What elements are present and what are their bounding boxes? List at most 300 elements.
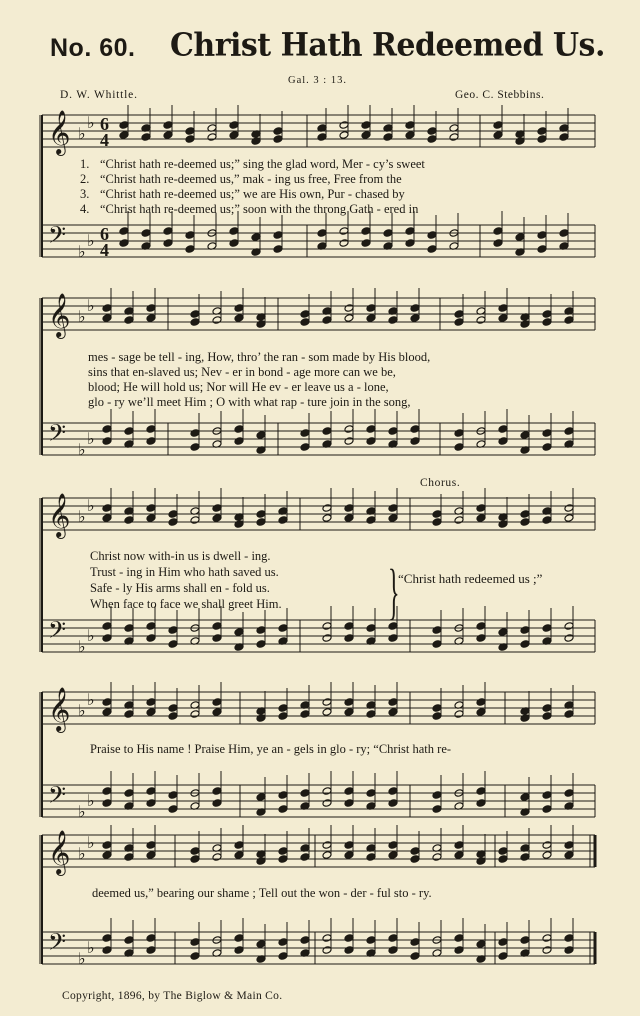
note-head [212, 787, 222, 796]
note-head [141, 133, 151, 142]
note-head [185, 231, 195, 240]
note-head [344, 698, 354, 707]
note-head [388, 316, 398, 325]
note-head [256, 510, 266, 519]
flat-icon: ♭ [78, 507, 86, 526]
note-head [454, 841, 464, 850]
note-head [344, 514, 354, 523]
note-head [432, 626, 442, 635]
note-head [537, 135, 547, 144]
note-head [163, 121, 173, 130]
note-head [542, 624, 552, 633]
note-head [564, 710, 574, 719]
note-head [146, 708, 156, 717]
note-head [163, 131, 173, 140]
note-head [476, 622, 486, 631]
note-head [498, 520, 508, 529]
note-head [146, 304, 156, 313]
note-head [300, 710, 310, 719]
note-head [322, 514, 332, 523]
note-head [432, 640, 442, 649]
verse-number-2: 2. [80, 172, 90, 186]
note-head [542, 805, 552, 814]
note-head [322, 634, 332, 643]
note-head [366, 425, 376, 434]
note-head [361, 227, 371, 236]
note-head [498, 304, 508, 313]
note-head [256, 640, 266, 649]
note-head [300, 443, 310, 452]
note-head [168, 712, 178, 721]
note-head [190, 938, 200, 947]
note-head [300, 429, 310, 438]
note-head [493, 227, 503, 236]
note-head [537, 245, 547, 254]
flat-icon: ♭ [87, 791, 95, 810]
note-head [185, 127, 195, 136]
note-head [564, 622, 574, 631]
flat-icon: ♭ [87, 626, 95, 645]
note-head [124, 516, 134, 525]
note-head [432, 712, 442, 721]
note-head [339, 131, 349, 140]
note-head [168, 640, 178, 649]
note-head [234, 520, 244, 529]
note-head [124, 624, 134, 633]
flat-icon: ♭ [87, 296, 95, 315]
note-head [278, 847, 288, 856]
note-head [388, 799, 398, 808]
note-head [410, 952, 420, 961]
note-head [520, 853, 530, 862]
lyric-line: deemed us,” bearing our shame ; Tell out the won - der - ful sto - ry. [92, 886, 432, 900]
note-head [256, 714, 266, 723]
note-head [454, 710, 464, 719]
note-head [119, 227, 129, 236]
note-head [542, 841, 552, 850]
note-head [168, 704, 178, 713]
note-head [322, 934, 332, 943]
time-signature: 4 [100, 240, 109, 260]
note-head [542, 791, 552, 800]
note-head [454, 443, 464, 452]
note-head [322, 316, 332, 325]
note-head [388, 698, 398, 707]
note-head [322, 841, 332, 850]
note-head [168, 518, 178, 527]
flat-icon: ♭ [78, 802, 86, 821]
note-head [124, 936, 134, 945]
time-signature: 6 [100, 224, 109, 244]
note-head [190, 952, 200, 961]
note-head [190, 710, 200, 719]
note-head [410, 938, 420, 947]
note-head [454, 516, 464, 525]
note-head [234, 841, 244, 850]
flat-icon: ♭ [87, 113, 95, 132]
flat-icon: ♭ [78, 637, 86, 656]
note-head [278, 712, 288, 721]
note-head [190, 516, 200, 525]
note-head [493, 131, 503, 140]
note-head [361, 131, 371, 140]
note-head [427, 231, 437, 240]
note-head [498, 314, 508, 323]
note-head [168, 791, 178, 800]
note-head [102, 934, 112, 943]
note-head [432, 510, 442, 519]
note-head [146, 425, 156, 434]
flat-icon: ♭ [78, 844, 86, 863]
flat-icon: ♭ [87, 429, 95, 448]
note-head [344, 437, 354, 446]
note-head [322, 504, 332, 513]
verse-number-4: 4. [80, 202, 90, 216]
note-head [322, 851, 332, 860]
note-head [212, 316, 222, 325]
note-head [476, 504, 486, 513]
note-head [168, 510, 178, 519]
note-head [322, 622, 332, 631]
note-head [256, 626, 266, 635]
note-head [251, 233, 261, 242]
note-head [498, 437, 508, 446]
note-head [410, 304, 420, 313]
note-head [124, 316, 134, 325]
lyricist: D. W. Whittle. [60, 89, 138, 101]
note-head [564, 946, 574, 955]
note-head [146, 934, 156, 943]
flat-icon: ♭ [78, 124, 86, 143]
note-head [234, 851, 244, 860]
flat-icon: ♭ [87, 690, 95, 709]
flat-icon: ♭ [78, 701, 86, 720]
note-head [454, 429, 464, 438]
note-head [119, 131, 129, 140]
note-head [256, 518, 266, 527]
note-head [212, 504, 222, 513]
note-head [388, 427, 398, 436]
note-head [520, 320, 530, 329]
note-head [190, 310, 200, 319]
note-head [185, 135, 195, 144]
note-head [476, 514, 486, 523]
note-head [119, 121, 129, 130]
note-head [427, 127, 437, 136]
note-head [146, 437, 156, 446]
note-head [366, 789, 376, 798]
note-head [559, 133, 569, 142]
note-head [520, 714, 530, 723]
note-head [542, 318, 552, 327]
note-head [102, 425, 112, 434]
note-head [212, 514, 222, 523]
note-head [410, 437, 420, 446]
note-head [344, 304, 354, 313]
note-head [405, 227, 415, 236]
flat-icon: ♭ [87, 496, 95, 515]
note-head [366, 853, 376, 862]
note-head [537, 231, 547, 240]
note-head [102, 314, 112, 323]
note-head [251, 137, 261, 146]
treble-clef-icon: 𝄞 [48, 110, 71, 154]
note-head [190, 318, 200, 327]
note-head [102, 634, 112, 643]
bass-clef-icon: 𝄢 [48, 616, 67, 649]
note-head [234, 425, 244, 434]
note-head [278, 516, 288, 525]
note-head [339, 239, 349, 248]
bass-clef-icon: 𝄢 [48, 781, 67, 814]
note-head [542, 851, 552, 860]
lyric-line: “Christ hath re-deemed us,” mak - ing us free, Free from the [100, 172, 402, 186]
note-head [564, 789, 574, 798]
note-head [102, 787, 112, 796]
lyric-line: When face to face we shall greet Him. [90, 597, 282, 611]
note-head [317, 229, 327, 238]
note-head [229, 227, 239, 236]
note-head [273, 127, 283, 136]
note-head [273, 135, 283, 144]
note-head [410, 847, 420, 856]
note-head [344, 425, 354, 434]
note-head [124, 710, 134, 719]
note-head [366, 516, 376, 525]
note-head [229, 131, 239, 140]
note-head [146, 946, 156, 955]
note-head [520, 936, 530, 945]
note-head [141, 229, 151, 238]
note-head [146, 698, 156, 707]
note-head [344, 946, 354, 955]
treble-clef-icon: 𝄞 [48, 493, 71, 537]
note-head [388, 634, 398, 643]
note-head [405, 131, 415, 140]
note-head [388, 708, 398, 717]
flat-icon: ♭ [87, 833, 95, 852]
note-head [234, 304, 244, 313]
scripture-reference: Gal. 3 : 13. [288, 75, 347, 86]
note-head [520, 793, 530, 802]
note-head [146, 314, 156, 323]
note-head [102, 708, 112, 717]
note-head [163, 227, 173, 236]
note-head [278, 855, 288, 864]
note-head [322, 708, 332, 717]
note-head [515, 137, 525, 146]
note-head [493, 239, 503, 248]
note-head [388, 841, 398, 850]
note-head [234, 437, 244, 446]
note-head [498, 855, 508, 864]
bass-clef-icon: 𝄢 [48, 419, 67, 452]
note-head [476, 316, 486, 325]
time-signature: 6 [100, 114, 109, 134]
note-head [234, 934, 244, 943]
note-head [366, 936, 376, 945]
verse-number-3: 3. [80, 187, 90, 201]
note-head [190, 847, 200, 856]
note-head [410, 314, 420, 323]
note-head [212, 698, 222, 707]
note-head [432, 853, 442, 862]
note-head [102, 504, 112, 513]
note-head [339, 227, 349, 236]
treble-clef-icon: 𝄞 [48, 293, 71, 337]
lyric-line: Praise to His name ! Praise Him, ye an - gels in glo - ry; “Christ hath re- [90, 742, 452, 756]
note-head [520, 431, 530, 440]
note-head [366, 710, 376, 719]
note-head [300, 853, 310, 862]
note-head [344, 504, 354, 513]
note-head [388, 934, 398, 943]
note-head [278, 704, 288, 713]
note-head [520, 518, 530, 527]
note-head [383, 133, 393, 142]
flat-icon: ♭ [87, 938, 95, 957]
note-head [256, 857, 266, 866]
note-head [163, 239, 173, 248]
note-head [168, 626, 178, 635]
note-head [344, 622, 354, 631]
note-head [207, 133, 217, 142]
note-head [515, 233, 525, 242]
note-head [366, 437, 376, 446]
note-head [542, 712, 552, 721]
note-head [322, 427, 332, 436]
note-head [564, 514, 574, 523]
note-head [256, 793, 266, 802]
note-head [542, 946, 552, 955]
lyric-line: Trust - ing in Him who hath saved us. [90, 565, 279, 579]
composer: Geo. C. Stebbins. [455, 89, 545, 101]
note-head [410, 855, 420, 864]
treble-clef-icon: 𝄞 [48, 830, 71, 874]
note-head [542, 934, 552, 943]
note-head [520, 640, 530, 649]
note-head [366, 624, 376, 633]
note-head [564, 427, 574, 436]
note-head [185, 245, 195, 254]
note-head [212, 708, 222, 717]
note-head [234, 628, 244, 637]
note-head [146, 799, 156, 808]
note-head [405, 121, 415, 130]
note-head [542, 443, 552, 452]
note-head [300, 310, 310, 319]
note-head [229, 239, 239, 248]
note-head [322, 799, 332, 808]
note-head [383, 229, 393, 238]
note-head [344, 851, 354, 860]
note-head [146, 514, 156, 523]
note-head [388, 946, 398, 955]
note-head [564, 316, 574, 325]
note-head [454, 946, 464, 955]
note-head [476, 940, 486, 949]
note-head [278, 805, 288, 814]
note-head [454, 851, 464, 860]
note-head [146, 634, 156, 643]
note-head [146, 787, 156, 796]
note-head [366, 314, 376, 323]
note-head [454, 934, 464, 943]
note-head [300, 318, 310, 327]
brace: } [388, 560, 400, 628]
note-head [564, 634, 574, 643]
note-head [102, 698, 112, 707]
note-head [498, 938, 508, 947]
note-head [344, 787, 354, 796]
note-head [234, 946, 244, 955]
note-head [102, 841, 112, 850]
note-head [427, 245, 437, 254]
note-head [322, 946, 332, 955]
note-head [344, 799, 354, 808]
note-head [344, 708, 354, 717]
note-head [146, 841, 156, 850]
note-head [229, 121, 239, 130]
note-head [388, 851, 398, 860]
note-head [124, 789, 134, 798]
note-head [119, 239, 129, 248]
note-head [278, 791, 288, 800]
note-head [493, 121, 503, 130]
note-head [190, 429, 200, 438]
note-head [542, 310, 552, 319]
note-head [498, 952, 508, 961]
note-head [212, 622, 222, 631]
note-head [212, 853, 222, 862]
note-head [388, 514, 398, 523]
note-head [476, 857, 486, 866]
lyric-line: Christ now with-in us is dwell - ing. [90, 549, 271, 563]
bass-clef-icon: 𝄢 [48, 221, 67, 254]
note-head [476, 708, 486, 717]
lyric-line: “Christ hath re-deemed us;” we are His own, Pur - chased by [100, 187, 405, 201]
note-head [366, 304, 376, 313]
note-head [190, 855, 200, 864]
note-head [102, 514, 112, 523]
flat-icon: ♭ [78, 307, 86, 326]
lyric-line: sins that en-slaved us; Nev - er in bond - age more can we be, [88, 365, 396, 379]
note-head [190, 443, 200, 452]
note-head [559, 229, 569, 238]
note-head [498, 425, 508, 434]
lyric-line: “Christ hath re-deemed us;” soon with the throng Gath - ered in [100, 202, 419, 216]
note-head [432, 805, 442, 814]
note-head [322, 698, 332, 707]
note-head [124, 427, 134, 436]
note-head [344, 841, 354, 850]
time-signature: 4 [100, 130, 109, 150]
note-head [344, 314, 354, 323]
note-head [361, 239, 371, 248]
verse-number-1: 1. [80, 157, 90, 171]
lyric-line: glo - ry we’ll meet Him ; O with what rap - ture join in the song, [88, 395, 411, 409]
note-head [273, 245, 283, 254]
chorus-label: Chorus. [420, 477, 461, 489]
note-head [454, 310, 464, 319]
note-head [537, 127, 547, 136]
note-head [278, 952, 288, 961]
refrain-text: “Christ hath redeemed us ;” [398, 571, 543, 586]
note-head [520, 510, 530, 519]
note-head [339, 121, 349, 130]
note-head [212, 634, 222, 643]
note-head [124, 853, 134, 862]
